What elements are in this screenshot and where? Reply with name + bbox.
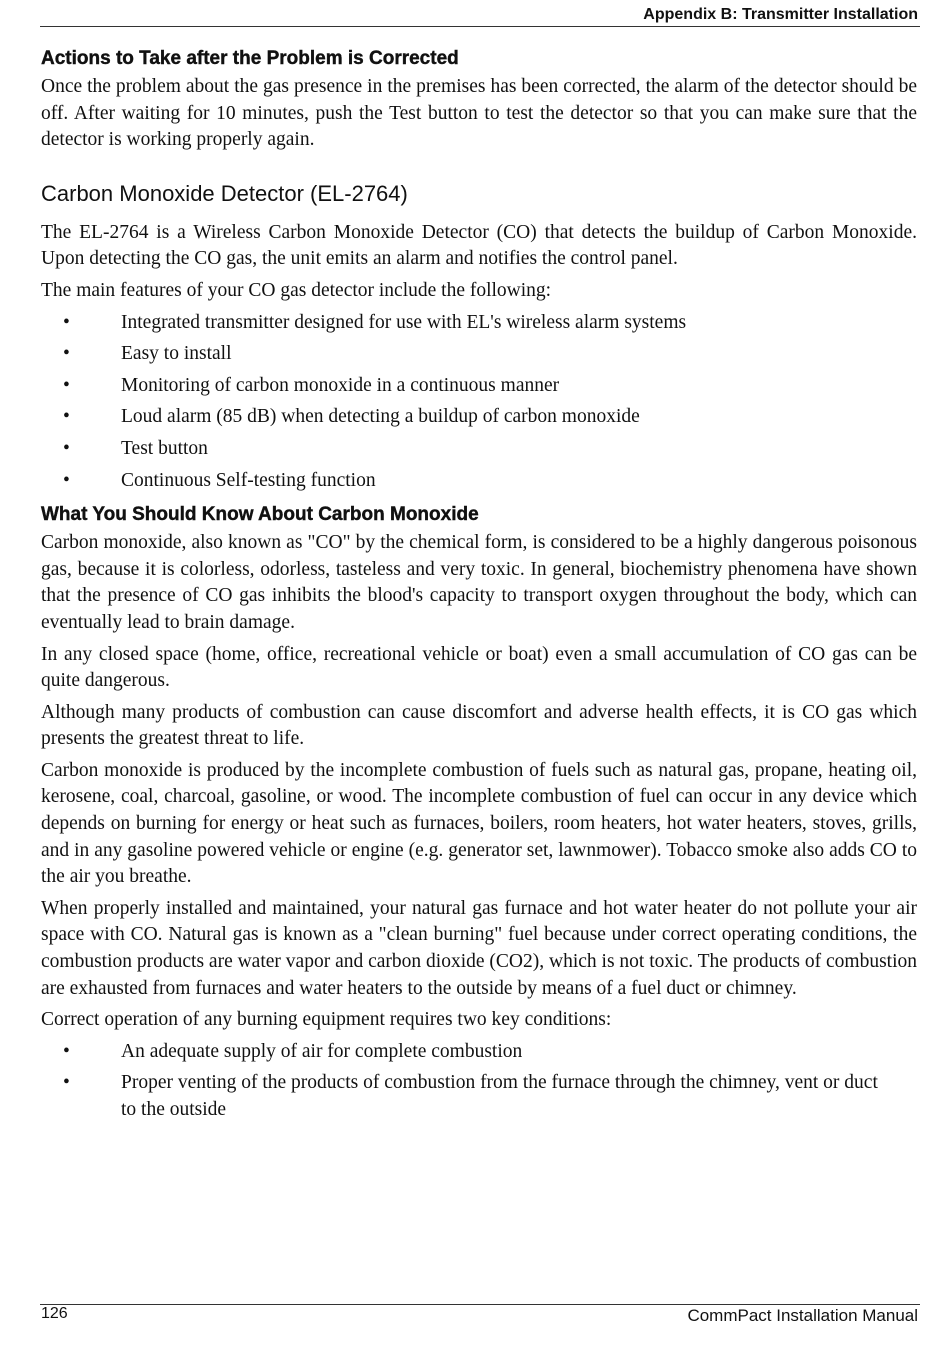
section-heading-actions: Actions to Take after the Problem is Corrected bbox=[41, 48, 459, 69]
list-item-text: Monitoring of carbon monoxide in a continuous manner bbox=[121, 374, 560, 396]
list-item-text: Test button bbox=[121, 437, 208, 459]
list-item bbox=[41, 468, 917, 495]
bullet-icon: • bbox=[63, 343, 70, 365]
page-content bbox=[41, 46, 917, 1132]
list-item bbox=[41, 436, 917, 463]
paragraph-key-conditions: Correct operation of any burning equipment requires two key conditions: bbox=[41, 1009, 612, 1031]
bullet-icon: • bbox=[63, 469, 70, 491]
list-item-text: Easy to install bbox=[121, 343, 232, 365]
list-item bbox=[41, 1070, 917, 1123]
paragraph-combustion: Carbon monoxide is produced by the incomplete combustion of fuels such as natural gas, propane, heating oil, kerosene, coal, charcoal, gasoline, or wood. The incomplete combustion of fuel can occur in any device which depends on burning for energy or heat such as furnaces, boilers, room heaters, hot water heaters, stoves, grills, and in any gasoline powered vehicle or engine (e.g. generator set, lawnmower). Tobacco smoke also adds CO to the air you breathe. bbox=[41, 759, 917, 888]
footer-rule bbox=[40, 1304, 920, 1305]
list-item bbox=[41, 373, 917, 400]
bullet-icon: • bbox=[63, 311, 70, 333]
bullet-icon: • bbox=[63, 374, 70, 396]
feature-list bbox=[41, 310, 917, 495]
list-item bbox=[41, 404, 917, 431]
paragraph-closed-space: In any closed space (home, office, recreational vehicle or boat) even a small accumulation of CO gas can be quite dangerous. bbox=[41, 643, 917, 692]
paragraph-co-intro: The EL-2764 is a Wireless Carbon Monoxide Detector (CO) that detects the buildup of Carbon Monoxide. Upon detecting the CO gas, the unit emits an alarm and notifies the control panel. bbox=[41, 221, 917, 270]
running-header: Appendix B: Transmitter Installation bbox=[643, 6, 918, 23]
list-item bbox=[41, 1039, 917, 1066]
chapter-heading-co-detector: Carbon Monoxide Detector (EL-2764) bbox=[41, 180, 408, 206]
list-item-text: An adequate supply of air for complete combustion bbox=[121, 1040, 523, 1062]
paragraph-threat: Although many products of combustion can cause discomfort and adverse health effects, it is CO gas which presents the greatest threat to life. bbox=[41, 701, 917, 750]
paragraph-features-intro: The main features of your CO gas detector include the following: bbox=[41, 279, 552, 301]
bullet-icon: • bbox=[63, 437, 70, 459]
list-item-text: Integrated transmitter designed for use with EL's wireless alarm systems bbox=[121, 311, 687, 333]
section-heading-about-co: What You Should Know About Carbon Monoxide bbox=[41, 504, 479, 526]
list-item-text: Loud alarm (85 dB) when detecting a buildup of carbon monoxide bbox=[121, 406, 640, 428]
paragraph-co-danger: Carbon monoxide, also known as "CO" by the chemical form, is considered to be a highly dangerous poisonous gas, because it is colorless, odorless, tasteless and very toxic. In general, biochemistry phenomena have shown that the presence of CO gas inhibits the blood's capacity to transport oxygen throughout the body, which can eventually lead to brain damage. bbox=[41, 532, 917, 633]
list-item bbox=[41, 341, 917, 368]
list-item-text: Proper venting of the products of combustion from the furnace through the chimney, vent or duct to the outside bbox=[121, 1072, 878, 1120]
bullet-icon: • bbox=[63, 1072, 70, 1094]
header-rule bbox=[40, 26, 920, 27]
list-item bbox=[41, 310, 917, 337]
manual-title: CommPact Installation Manual bbox=[687, 1306, 918, 1325]
page-number: 126 bbox=[41, 1305, 68, 1322]
bullet-icon: • bbox=[63, 1040, 70, 1062]
bullet-icon: • bbox=[63, 406, 70, 428]
paragraph-natural-gas: When properly installed and maintained, your natural gas furnace and hot water heater do not pollute your air space with CO. Natural gas is known as a "clean burning" fuel because under correct operating conditions, the combustion products are water vapor and carbon dioxide (CO2), which is not toxic. The products of combustion are exhausted from furnaces and water heaters to the outside by means of a fuel duct or chimney. bbox=[41, 897, 917, 999]
paragraph-actions: Once the problem about the gas presence in the premises has been corrected, the alarm of the detector should be off. After waiting for 10 minutes, push the Test button to test the detector so that you can make sure that the detector is working properly again. bbox=[41, 76, 917, 151]
list-item-text: Continuous Self-testing function bbox=[121, 469, 376, 491]
conditions-list bbox=[41, 1039, 917, 1124]
